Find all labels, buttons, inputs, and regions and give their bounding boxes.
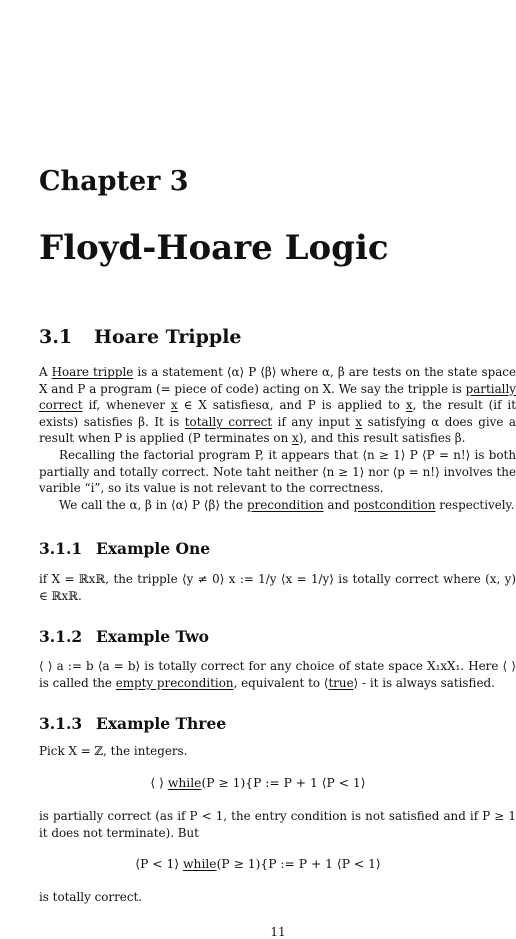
text-run: satisfying α does give a result when P is applied (P terminates on	[39, 414, 516, 446]
var-x: x	[355, 414, 363, 429]
text-run: ⟩ - it is always satisfied.	[353, 675, 495, 690]
subsection-number: 3.1.1	[39, 539, 83, 558]
chapter-label: Chapter 3	[39, 166, 189, 197]
term-postcondition: postcondition	[353, 497, 436, 512]
text-run: (P ≥ 1){P := P + 1 ⟨P < 1⟩	[216, 857, 381, 871]
var-x: x	[171, 398, 178, 413]
text-run: , equivalent to ⟨	[233, 675, 329, 690]
text-run: We call the α, β in ⟨α⟩ P ⟨β⟩ the	[59, 497, 247, 512]
example-three-middle: is partially correct (as if P < 1, the entry condition is not satisfied and if P ≥ 1 it does not terminate). But	[39, 809, 516, 840]
text-run: if, whenever	[82, 398, 172, 413]
chapter-title: Floyd-Hoare Logic	[39, 228, 389, 268]
text-run: and	[327, 497, 354, 512]
equation-2	[0, 857, 516, 871]
text-run: respectively.	[435, 497, 515, 512]
text-run: ), and this result satisfies β.	[298, 431, 466, 446]
text-run: , the result (if it exists) satisfies β. It is	[39, 398, 516, 429]
keyword-while: while	[183, 857, 217, 871]
var-x: x	[292, 431, 299, 446]
example-three-intro: Pick X = ℤ, the integers.	[39, 744, 188, 758]
text-run: Recalling the factorial program P, it appears that ⟨n ≥ 1⟩ P ⟨P = n!⟩ is both partially and totally correct. Note taht neither ⟨n ≥ 1⟩ nor ⟨p = n!⟩ involves the varible “i”, so its value is not relevant to the correctness.	[39, 447, 516, 496]
paragraph-pre-post	[39, 497, 516, 514]
subsection-number: 3.1.3	[39, 714, 83, 733]
text-run: ∈ X satisfiesα, and P is applied to	[177, 398, 406, 413]
paragraph-factorial	[39, 447, 516, 497]
term-empty-precondition: empty precondition	[115, 675, 234, 690]
term-precondition: precondition	[247, 497, 324, 512]
subsection-heading-2	[39, 627, 209, 646]
keyword-while: while	[167, 776, 202, 790]
subsection-title: Example One	[96, 539, 211, 558]
section-number: 3.1	[39, 326, 73, 348]
term-hoare-tripple: Hoare tripple	[51, 365, 134, 379]
text-run: ⟨ ⟩	[150, 776, 168, 790]
term-totally-correct: totally correct	[184, 414, 273, 429]
subsection-heading-1	[39, 539, 210, 558]
text-run: is a statement ⟨α⟩ P ⟨β⟩ where α, β are tests on the state space X and P a program (= piece of code) acting on X. We say the tripple is	[39, 365, 516, 396]
term-true: true	[328, 675, 354, 690]
subsection-number: 3.1.2	[39, 627, 83, 646]
example-one-text: if X = ℝxℝ, the tripple ⟨y ≠ 0⟩ x := 1/y ⟨x = 1/y⟩ is totally correct where (x, y) ∈ ℝxℝ.	[39, 572, 516, 603]
paragraph-definition	[39, 364, 516, 447]
section-title: Hoare Tripple	[94, 326, 242, 348]
text-run: (P ≥ 1){P := P + 1 ⟨P < 1⟩	[201, 776, 366, 790]
equation-1	[0, 776, 516, 790]
text-run: A	[39, 365, 52, 379]
section-body	[39, 364, 516, 513]
example-three-end: is totally correct.	[39, 890, 143, 904]
text-run: if any input	[272, 414, 356, 429]
subsection-title: Example Three	[96, 714, 227, 733]
page-number: 11	[270, 925, 286, 939]
subsection-heading-3	[39, 714, 226, 733]
term-partially-correct: partially correct	[39, 381, 516, 413]
subsection-title: Example Two	[96, 627, 209, 646]
section-heading	[39, 326, 242, 348]
var-x: x	[405, 398, 413, 413]
example-two-text	[39, 658, 516, 691]
text-run: ⟨ ⟩ a := b ⟨a = b⟩ is totally correct for any choice of state space X₁xX₁. Here ⟨ ⟩ is called the	[39, 659, 516, 690]
text-run: ⟨P < 1⟩	[135, 857, 183, 871]
